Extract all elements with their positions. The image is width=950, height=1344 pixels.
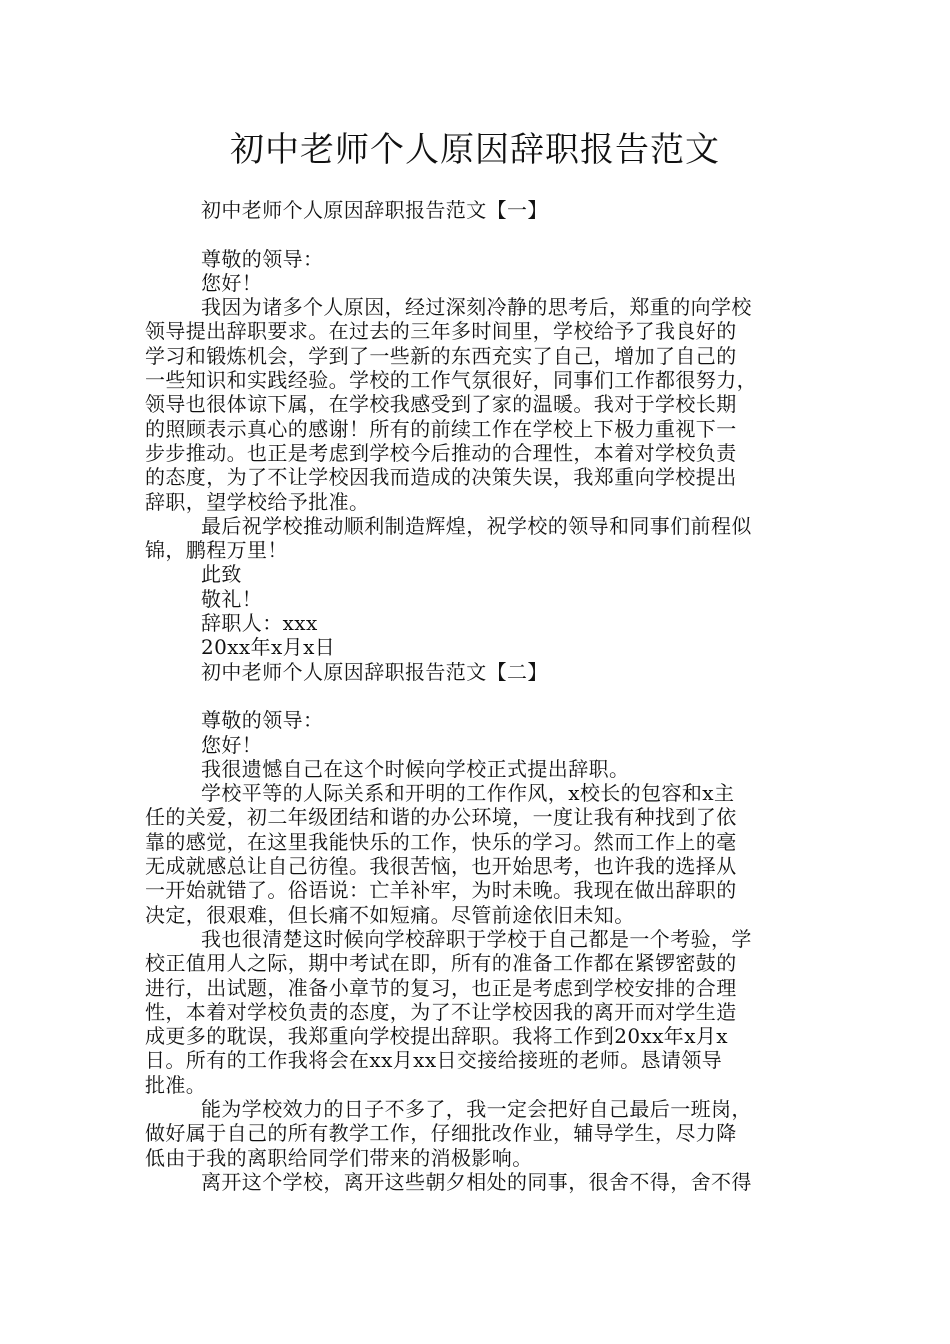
text-line: 我也很清楚这时候向学校辞职于学校于自己都是一个考验，学 [201,926,752,951]
text-line: 日。所有的工作我将会在xx月xx日交接给接班的老师。恳请领导 [145,1048,723,1073]
text-line: 学习和锻炼机会，学到了一些新的东西充实了自己，增加了自己的 [145,343,737,368]
text-line: 尊敬的领导： [201,246,324,271]
text-line: 无成就感总让自己彷徨。我很苦恼，也开始思考，也许我的选择从 [145,854,737,879]
text-line: 我因为诸多个人原因，经过深刻冷静的思考后，郑重的向学校 [201,295,752,320]
document-body [145,198,810,1194]
text-line: 领导也很体谅下属，在学校我感受到了家的温暖。我对于学校长期 [145,392,737,417]
text-line: 低由于我的离职给同学们带来的消极影响。 [145,1145,533,1170]
text-line: 此致 [201,562,242,587]
text-line: 离开这个学校，离开这些朝夕相处的同事，很舍不得，舍不得 [201,1169,752,1194]
text-line: 我很遗憾自己在这个时候向学校正式提出辞职。 [201,756,630,781]
text-line: 能为学校效力的日子不多了，我一定会把好自己最后一班岗， [201,1096,752,1121]
blank-line [145,684,810,708]
text-line: 步步推动。也正是考虑到学校今后推动的合理性，本着对学校负责 [145,440,737,465]
text-line: 进行，出试题，准备小章节的复习，也正是考虑到学校安排的合理 [145,975,737,1000]
text-line: 初中老师个人原因辞职报告范文【二】 [201,659,548,684]
text-line: 您好！ [201,270,263,295]
text-line: 性，本着对学校负责的态度，为了不让学校因我的离开而对学生造 [145,999,737,1024]
text-line: 批准。 [145,1072,207,1097]
blank-line [145,222,810,246]
text-line: 任的关爱，初二年级团结和谐的办公环境，一度让我有种找到了依 [145,805,737,830]
text-line: 领导提出辞职要求。在过去的三年多时间里，学校给予了我良好的 [145,319,737,344]
text-line: 一开始就错了。俗语说：亡羊补牢，为时未晚。我现在做出辞职的 [145,878,737,903]
text-line: 做好属于自己的所有教学工作，仔细批改作业，辅导学生，尽力降 [145,1121,737,1146]
text-line: 辞职，望学校给予批准。 [145,489,370,514]
text-line: 校正值用人之际，期中考试在即，所有的准备工作都在紧锣密鼓的 [145,951,737,976]
text-line: 辞职人：xxx [201,611,318,636]
text-line: 初中老师个人原因辞职报告范文【一】 [201,198,548,222]
text-line: 的态度，为了不让学校因我而造成的决策失误，我郑重向学校提出 [145,465,737,490]
text-line: 一些知识和实践经验。学校的工作气氛很好，同事们工作都很努力， [145,368,757,393]
text-line: 您好！ [201,732,263,757]
text-line: 尊敬的领导： [201,708,324,733]
text-line: 锦，鹏程万里！ [145,538,288,563]
text-line: 成更多的耽误，我郑重向学校提出辞职。我将工作到20xx年x月x [145,1024,728,1049]
text-line: 敬礼！ [201,586,263,611]
text-line: 最后祝学校推动顺利制造辉煌，祝学校的领导和同事们前程似 [201,513,752,538]
text-line: 的照顾表示真心的感谢！所有的前续工作在学校上下极力重视下一 [145,416,737,441]
text-line: 学校平等的人际关系和开明的工作作风，x校长的包容和x主 [201,781,735,806]
document-title: 初中老师个人原因辞职报告范文 [230,130,720,170]
text-line: 20xx年x月x日 [201,635,336,660]
text-line: 决定，很艰难，但长痛不如短痛。尽管前途依旧未知。 [145,902,635,927]
text-line: 靠的感觉，在这里我能快乐的工作，快乐的学习。然而工作上的毫 [145,829,737,854]
